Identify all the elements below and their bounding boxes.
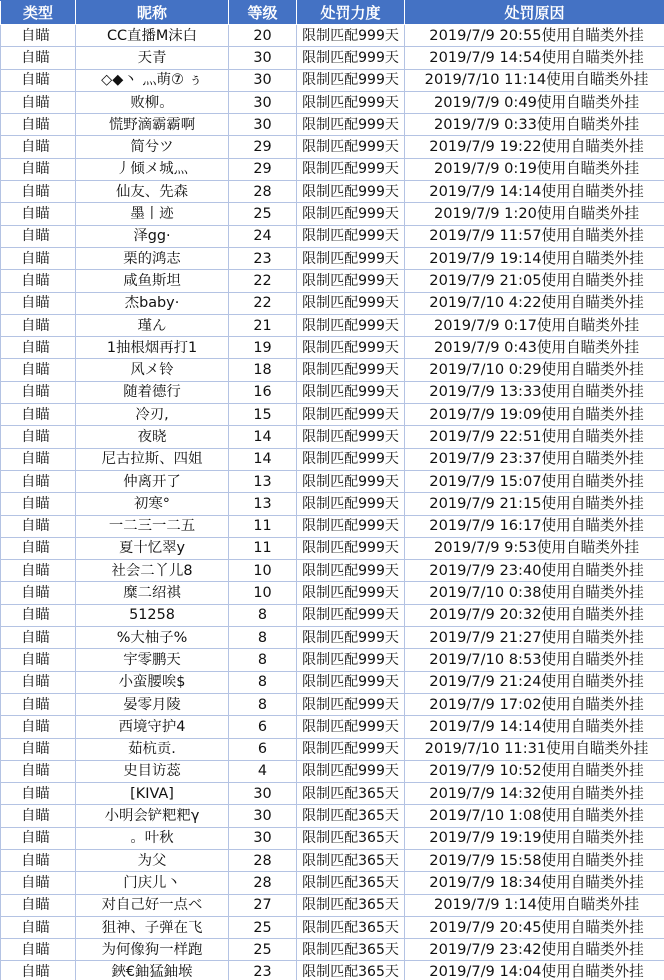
level-cell: 8 bbox=[229, 627, 297, 649]
nickname-cell: CC直播M沫白 bbox=[76, 25, 229, 47]
nickname-cell: %大柚子% bbox=[76, 627, 229, 649]
type-cell: 自瞄 bbox=[1, 381, 76, 403]
header-penalty: 处罚力度 bbox=[297, 1, 405, 25]
penalty-cell: 限制匹配365天 bbox=[297, 872, 405, 894]
penalty-cell: 限制匹配999天 bbox=[297, 91, 405, 113]
reason-cell: 2019/7/9 15:58使用自瞄类外挂 bbox=[405, 849, 664, 871]
type-cell: 自瞄 bbox=[1, 114, 76, 136]
table-row bbox=[1, 91, 664, 113]
level-cell: 22 bbox=[229, 270, 297, 292]
table-row bbox=[1, 560, 664, 582]
table-row bbox=[1, 69, 664, 91]
reason-cell: 2019/7/9 21:15使用自瞄类外挂 bbox=[405, 493, 664, 515]
table-row bbox=[1, 292, 664, 314]
reason-cell: 2019/7/9 19:14使用自瞄类外挂 bbox=[405, 247, 664, 269]
table-row bbox=[1, 136, 664, 158]
table-row bbox=[1, 404, 664, 426]
table-row bbox=[1, 738, 664, 760]
penalty-cell: 限制匹配999天 bbox=[297, 760, 405, 782]
reason-cell: 2019/7/9 19:19使用自瞄类外挂 bbox=[405, 827, 664, 849]
table-body bbox=[1, 25, 664, 980]
table-row bbox=[1, 827, 664, 849]
penalty-cell: 限制匹配365天 bbox=[297, 849, 405, 871]
type-cell: 自瞄 bbox=[1, 247, 76, 269]
penalty-cell: 限制匹配365天 bbox=[297, 939, 405, 961]
type-cell: 自瞄 bbox=[1, 493, 76, 515]
level-cell: 29 bbox=[229, 136, 297, 158]
reason-cell: 2019/7/9 10:52使用自瞄类外挂 bbox=[405, 760, 664, 782]
header-type: 类型 bbox=[1, 1, 76, 25]
reason-cell: 2019/7/9 0:33使用自瞄类外挂 bbox=[405, 114, 664, 136]
reason-cell: 2019/7/9 14:04使用自瞄类外挂 bbox=[405, 961, 664, 980]
reason-cell: 2019/7/9 20:32使用自瞄类外挂 bbox=[405, 604, 664, 626]
type-cell: 自瞄 bbox=[1, 470, 76, 492]
penalty-cell: 限制匹配999天 bbox=[297, 225, 405, 247]
penalty-cell: 限制匹配999天 bbox=[297, 47, 405, 69]
penalty-cell: 限制匹配999天 bbox=[297, 671, 405, 693]
table-row bbox=[1, 849, 664, 871]
nickname-cell: 社会二丫儿8 bbox=[76, 560, 229, 582]
level-cell: 24 bbox=[229, 225, 297, 247]
nickname-cell: 史目访蕊 bbox=[76, 760, 229, 782]
type-cell: 自瞄 bbox=[1, 872, 76, 894]
nickname-cell: 为父 bbox=[76, 849, 229, 871]
level-cell: 10 bbox=[229, 560, 297, 582]
level-cell: 11 bbox=[229, 515, 297, 537]
table-row bbox=[1, 783, 664, 805]
penalty-cell: 限制匹配365天 bbox=[297, 894, 405, 916]
table-row bbox=[1, 537, 664, 559]
nickname-cell: 宇零鹏天 bbox=[76, 649, 229, 671]
table-row bbox=[1, 448, 664, 470]
level-cell: 15 bbox=[229, 404, 297, 426]
type-cell: 自瞄 bbox=[1, 91, 76, 113]
nickname-cell: 鋏€鈾猛鈾堠 bbox=[76, 961, 229, 980]
header-nickname: 昵称 bbox=[76, 1, 229, 25]
level-cell: 30 bbox=[229, 69, 297, 91]
table-row bbox=[1, 47, 664, 69]
penalty-cell: 限制匹配999天 bbox=[297, 247, 405, 269]
level-cell: 27 bbox=[229, 894, 297, 916]
penalty-cell: 限制匹配365天 bbox=[297, 961, 405, 980]
table-row bbox=[1, 582, 664, 604]
level-cell: 18 bbox=[229, 359, 297, 381]
nickname-cell: 丿倾メ城灬 bbox=[76, 158, 229, 180]
type-cell: 自瞄 bbox=[1, 716, 76, 738]
reason-cell: 2019/7/9 15:07使用自瞄类外挂 bbox=[405, 470, 664, 492]
level-cell: 8 bbox=[229, 693, 297, 715]
table-row bbox=[1, 760, 664, 782]
type-cell: 自瞄 bbox=[1, 604, 76, 626]
nickname-cell: 门庆儿丶 bbox=[76, 872, 229, 894]
table-row bbox=[1, 426, 664, 448]
table-row bbox=[1, 381, 664, 403]
nickname-cell: 小蛮腰唉$ bbox=[76, 671, 229, 693]
reason-cell: 2019/7/9 20:55使用自瞄类外挂 bbox=[405, 25, 664, 47]
nickname-cell: 简兮ツ bbox=[76, 136, 229, 158]
level-cell: 29 bbox=[229, 158, 297, 180]
level-cell: 23 bbox=[229, 961, 297, 980]
reason-cell: 2019/7/10 11:14使用自瞄类外挂 bbox=[405, 69, 664, 91]
penalty-cell: 限制匹配999天 bbox=[297, 404, 405, 426]
penalty-cell: 限制匹配999天 bbox=[297, 25, 405, 47]
type-cell: 自瞄 bbox=[1, 783, 76, 805]
type-cell: 自瞄 bbox=[1, 426, 76, 448]
table-row bbox=[1, 604, 664, 626]
reason-cell: 2019/7/10 4:22使用自瞄类外挂 bbox=[405, 292, 664, 314]
penalty-cell: 限制匹配365天 bbox=[297, 805, 405, 827]
penalty-cell: 限制匹配999天 bbox=[297, 270, 405, 292]
type-cell: 自瞄 bbox=[1, 849, 76, 871]
type-cell: 自瞄 bbox=[1, 404, 76, 426]
nickname-cell: 晏零月陵 bbox=[76, 693, 229, 715]
reason-cell: 2019/7/10 11:31使用自瞄类外挂 bbox=[405, 738, 664, 760]
reason-cell: 2019/7/9 21:05使用自瞄类外挂 bbox=[405, 270, 664, 292]
type-cell: 自瞄 bbox=[1, 181, 76, 203]
level-cell: 25 bbox=[229, 916, 297, 938]
level-cell: 20 bbox=[229, 25, 297, 47]
penalty-cell: 限制匹配999天 bbox=[297, 738, 405, 760]
nickname-cell: 。叶秋 bbox=[76, 827, 229, 849]
table-row bbox=[1, 337, 664, 359]
reason-cell: 2019/7/9 23:40使用自瞄类外挂 bbox=[405, 560, 664, 582]
penalty-cell: 限制匹配999天 bbox=[297, 359, 405, 381]
penalty-cell: 限制匹配999天 bbox=[297, 693, 405, 715]
type-cell: 自瞄 bbox=[1, 270, 76, 292]
type-cell: 自瞄 bbox=[1, 203, 76, 225]
table-row bbox=[1, 649, 664, 671]
penalty-cell: 限制匹配999天 bbox=[297, 448, 405, 470]
level-cell: 21 bbox=[229, 314, 297, 336]
table-row bbox=[1, 627, 664, 649]
nickname-cell: 一二三一二五 bbox=[76, 515, 229, 537]
type-cell: 自瞄 bbox=[1, 827, 76, 849]
header-reason: 处罚原因 bbox=[405, 1, 664, 25]
nickname-cell: 仙友、先森 bbox=[76, 181, 229, 203]
type-cell: 自瞄 bbox=[1, 292, 76, 314]
header-row bbox=[1, 1, 664, 25]
level-cell: 16 bbox=[229, 381, 297, 403]
table-row bbox=[1, 671, 664, 693]
penalty-cell: 限制匹配999天 bbox=[297, 582, 405, 604]
table-row bbox=[1, 693, 664, 715]
type-cell: 自瞄 bbox=[1, 47, 76, 69]
level-cell: 8 bbox=[229, 649, 297, 671]
reason-cell: 2019/7/10 0:38使用自瞄类外挂 bbox=[405, 582, 664, 604]
level-cell: 8 bbox=[229, 671, 297, 693]
reason-cell: 2019/7/9 13:33使用自瞄类外挂 bbox=[405, 381, 664, 403]
table-row bbox=[1, 716, 664, 738]
level-cell: 30 bbox=[229, 91, 297, 113]
level-cell: 19 bbox=[229, 337, 297, 359]
reason-cell: 2019/7/9 14:54使用自瞄类外挂 bbox=[405, 47, 664, 69]
type-cell: 自瞄 bbox=[1, 738, 76, 760]
penalty-cell: 限制匹配999天 bbox=[297, 426, 405, 448]
level-cell: 6 bbox=[229, 716, 297, 738]
nickname-cell: 糜二绍祺 bbox=[76, 582, 229, 604]
penalty-cell: 限制匹配365天 bbox=[297, 783, 405, 805]
penalty-cell: 限制匹配999天 bbox=[297, 337, 405, 359]
penalty-cell: 限制匹配999天 bbox=[297, 493, 405, 515]
nickname-cell: 51258 bbox=[76, 604, 229, 626]
reason-cell: 2019/7/9 18:34使用自瞄类外挂 bbox=[405, 872, 664, 894]
nickname-cell: 初寒° bbox=[76, 493, 229, 515]
reason-cell: 2019/7/9 21:27使用自瞄类外挂 bbox=[405, 627, 664, 649]
penalty-cell: 限制匹配999天 bbox=[297, 158, 405, 180]
penalty-cell: 限制匹配999天 bbox=[297, 604, 405, 626]
type-cell: 自瞄 bbox=[1, 359, 76, 381]
type-cell: 自瞄 bbox=[1, 627, 76, 649]
table-row bbox=[1, 872, 664, 894]
reason-cell: 2019/7/9 17:02使用自瞄类外挂 bbox=[405, 693, 664, 715]
reason-cell: 2019/7/9 14:14使用自瞄类外挂 bbox=[405, 181, 664, 203]
table-row bbox=[1, 493, 664, 515]
penalty-cell: 限制匹配999天 bbox=[297, 627, 405, 649]
level-cell: 13 bbox=[229, 470, 297, 492]
type-cell: 自瞄 bbox=[1, 961, 76, 980]
type-cell: 自瞄 bbox=[1, 25, 76, 47]
nickname-cell: 墨丨迹 bbox=[76, 203, 229, 225]
penalty-cell: 限制匹配999天 bbox=[297, 649, 405, 671]
penalty-cell: 限制匹配999天 bbox=[297, 560, 405, 582]
level-cell: 30 bbox=[229, 114, 297, 136]
table-row bbox=[1, 939, 664, 961]
level-cell: 14 bbox=[229, 426, 297, 448]
reason-cell: 2019/7/10 8:53使用自瞄类外挂 bbox=[405, 649, 664, 671]
reason-cell: 2019/7/9 14:14使用自瞄类外挂 bbox=[405, 716, 664, 738]
table-row bbox=[1, 515, 664, 537]
table-row bbox=[1, 916, 664, 938]
nickname-cell: 夏十忆翠y bbox=[76, 537, 229, 559]
level-cell: 28 bbox=[229, 849, 297, 871]
type-cell: 自瞄 bbox=[1, 693, 76, 715]
nickname-cell: 冷刃, bbox=[76, 404, 229, 426]
nickname-cell: 为何像狗一样跑 bbox=[76, 939, 229, 961]
nickname-cell: 西境守护4 bbox=[76, 716, 229, 738]
level-cell: 10 bbox=[229, 582, 297, 604]
header-level: 等级 bbox=[229, 1, 297, 25]
type-cell: 自瞄 bbox=[1, 916, 76, 938]
penalty-cell: 限制匹配999天 bbox=[297, 69, 405, 91]
type-cell: 自瞄 bbox=[1, 671, 76, 693]
nickname-cell: 瑾ん bbox=[76, 314, 229, 336]
nickname-cell: 1抽根烟再打1 bbox=[76, 337, 229, 359]
level-cell: 23 bbox=[229, 247, 297, 269]
penalty-cell: 限制匹配999天 bbox=[297, 136, 405, 158]
reason-cell: 2019/7/9 20:45使用自瞄类外挂 bbox=[405, 916, 664, 938]
reason-cell: 2019/7/9 0:43使用自瞄类外挂 bbox=[405, 337, 664, 359]
reason-cell: 2019/7/9 16:17使用自瞄类外挂 bbox=[405, 515, 664, 537]
type-cell: 自瞄 bbox=[1, 448, 76, 470]
penalty-cell: 限制匹配999天 bbox=[297, 381, 405, 403]
nickname-cell: 杰baby· bbox=[76, 292, 229, 314]
nickname-cell: 天青 bbox=[76, 47, 229, 69]
reason-cell: 2019/7/9 11:57使用自瞄类外挂 bbox=[405, 225, 664, 247]
nickname-cell: 茹杭贡. bbox=[76, 738, 229, 760]
type-cell: 自瞄 bbox=[1, 537, 76, 559]
nickname-cell: ◇◆丶 灬萌⑦ ぅ bbox=[76, 69, 229, 91]
reason-cell: 2019/7/9 14:32使用自瞄类外挂 bbox=[405, 783, 664, 805]
nickname-cell: 咸鱼斯坦 bbox=[76, 270, 229, 292]
table-row bbox=[1, 225, 664, 247]
nickname-cell: 小明会铲粑粑γ bbox=[76, 805, 229, 827]
reason-cell: 2019/7/9 23:37使用自瞄类外挂 bbox=[405, 448, 664, 470]
penalty-cell: 限制匹配999天 bbox=[297, 181, 405, 203]
penalty-cell: 限制匹配999天 bbox=[297, 515, 405, 537]
table-row bbox=[1, 25, 664, 47]
nickname-cell: 对自己好一点ベ bbox=[76, 894, 229, 916]
table-row bbox=[1, 181, 664, 203]
type-cell: 自瞄 bbox=[1, 515, 76, 537]
type-cell: 自瞄 bbox=[1, 69, 76, 91]
reason-cell: 2019/7/10 0:29使用自瞄类外挂 bbox=[405, 359, 664, 381]
level-cell: 8 bbox=[229, 604, 297, 626]
penalty-cell: 限制匹配365天 bbox=[297, 916, 405, 938]
level-cell: 14 bbox=[229, 448, 297, 470]
reason-cell: 2019/7/9 19:22使用自瞄类外挂 bbox=[405, 136, 664, 158]
penalty-cell: 限制匹配999天 bbox=[297, 292, 405, 314]
nickname-cell: 随着德行 bbox=[76, 381, 229, 403]
level-cell: 30 bbox=[229, 827, 297, 849]
reason-cell: 2019/7/9 22:51使用自瞄类外挂 bbox=[405, 426, 664, 448]
type-cell: 自瞄 bbox=[1, 158, 76, 180]
type-cell: 自瞄 bbox=[1, 560, 76, 582]
nickname-cell: 仲离开了 bbox=[76, 470, 229, 492]
reason-cell: 2019/7/9 0:17使用自瞄类外挂 bbox=[405, 314, 664, 336]
penalty-cell: 限制匹配999天 bbox=[297, 716, 405, 738]
table-row bbox=[1, 894, 664, 916]
table-row bbox=[1, 470, 664, 492]
table-row bbox=[1, 114, 664, 136]
type-cell: 自瞄 bbox=[1, 225, 76, 247]
level-cell: 30 bbox=[229, 783, 297, 805]
nickname-cell: 风メ铃 bbox=[76, 359, 229, 381]
level-cell: 28 bbox=[229, 181, 297, 203]
type-cell: 自瞄 bbox=[1, 760, 76, 782]
nickname-cell: [KIVA] bbox=[76, 783, 229, 805]
reason-cell: 2019/7/9 0:49使用自瞄类外挂 bbox=[405, 91, 664, 113]
level-cell: 28 bbox=[229, 872, 297, 894]
nickname-cell: 夜晓 bbox=[76, 426, 229, 448]
type-cell: 自瞄 bbox=[1, 136, 76, 158]
type-cell: 自瞄 bbox=[1, 894, 76, 916]
nickname-cell: 慌野滴霸霸啊 bbox=[76, 114, 229, 136]
type-cell: 自瞄 bbox=[1, 337, 76, 359]
level-cell: 25 bbox=[229, 939, 297, 961]
level-cell: 22 bbox=[229, 292, 297, 314]
level-cell: 13 bbox=[229, 493, 297, 515]
type-cell: 自瞄 bbox=[1, 939, 76, 961]
level-cell: 4 bbox=[229, 760, 297, 782]
reason-cell: 2019/7/9 0:19使用自瞄类外挂 bbox=[405, 158, 664, 180]
level-cell: 30 bbox=[229, 47, 297, 69]
penalty-cell: 限制匹配999天 bbox=[297, 537, 405, 559]
table-row bbox=[1, 805, 664, 827]
reason-cell: 2019/7/9 23:42使用自瞄类外挂 bbox=[405, 939, 664, 961]
penalty-cell: 限制匹配999天 bbox=[297, 203, 405, 225]
reason-cell: 2019/7/9 1:14使用自瞄类外挂 bbox=[405, 894, 664, 916]
nickname-cell: 败柳。 bbox=[76, 91, 229, 113]
reason-cell: 2019/7/9 21:24使用自瞄类外挂 bbox=[405, 671, 664, 693]
penalty-cell: 限制匹配999天 bbox=[297, 314, 405, 336]
nickname-cell: 尼古拉斯、四姐 bbox=[76, 448, 229, 470]
type-cell: 自瞄 bbox=[1, 582, 76, 604]
nickname-cell: 泽gg· bbox=[76, 225, 229, 247]
type-cell: 自瞄 bbox=[1, 314, 76, 336]
level-cell: 30 bbox=[229, 805, 297, 827]
penalty-cell: 限制匹配999天 bbox=[297, 114, 405, 136]
level-cell: 6 bbox=[229, 738, 297, 760]
table-row bbox=[1, 247, 664, 269]
table-row bbox=[1, 270, 664, 292]
level-cell: 11 bbox=[229, 537, 297, 559]
nickname-cell: 狙神、子弹在飞 bbox=[76, 916, 229, 938]
reason-cell: 2019/7/9 1:20使用自瞄类外挂 bbox=[405, 203, 664, 225]
type-cell: 自瞄 bbox=[1, 805, 76, 827]
table-row bbox=[1, 314, 664, 336]
penalty-cell: 限制匹配365天 bbox=[297, 827, 405, 849]
table-row bbox=[1, 961, 664, 980]
table-row bbox=[1, 158, 664, 180]
reason-cell: 2019/7/10 1:08使用自瞄类外挂 bbox=[405, 805, 664, 827]
level-cell: 25 bbox=[229, 203, 297, 225]
nickname-cell: 栗的鸿志 bbox=[76, 247, 229, 269]
table-row bbox=[1, 203, 664, 225]
reason-cell: 2019/7/9 9:53使用自瞄类外挂 bbox=[405, 537, 664, 559]
penalty-cell: 限制匹配999天 bbox=[297, 470, 405, 492]
table-row bbox=[1, 359, 664, 381]
type-cell: 自瞄 bbox=[1, 649, 76, 671]
reason-cell: 2019/7/9 19:09使用自瞄类外挂 bbox=[405, 404, 664, 426]
